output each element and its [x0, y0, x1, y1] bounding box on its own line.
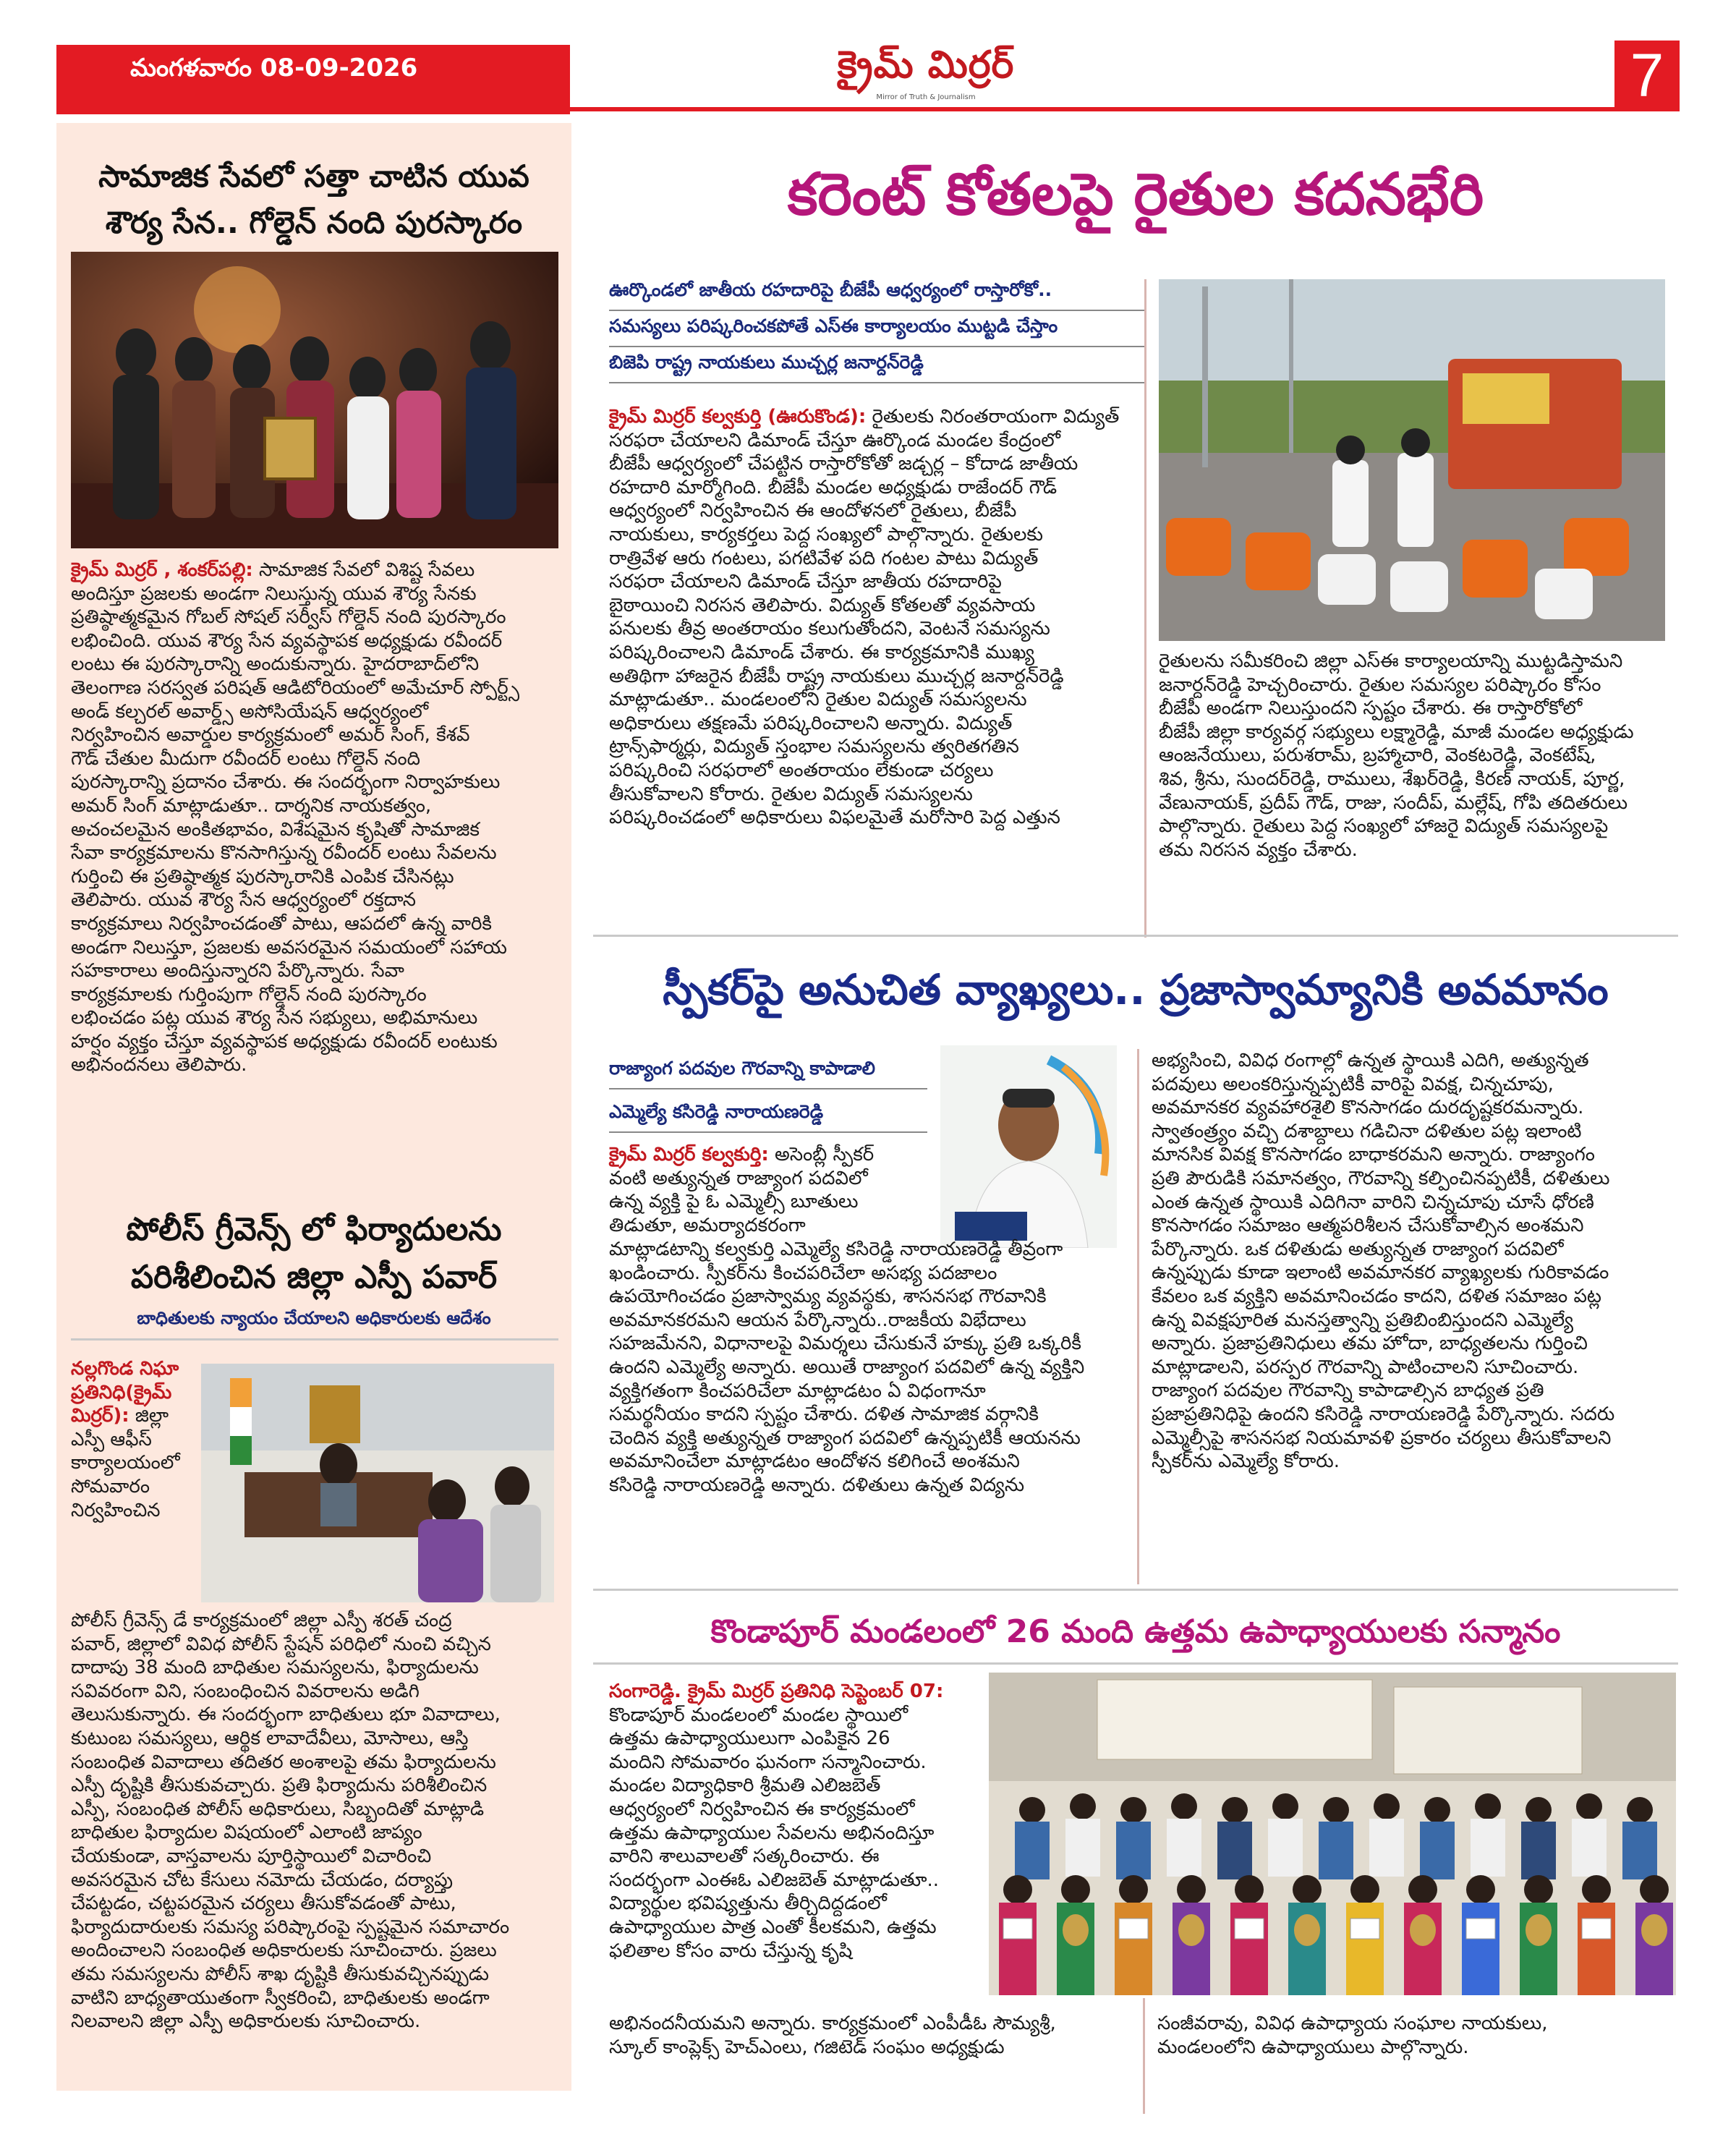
award-line: లంటు ఈ పురస్కారాన్ని అందుకున్నారు. హైదరాబాద్‌లోని [71, 653, 480, 676]
speaker-line: వ్యక్తిగతంగా కించపరిచేలా మాట్లాడటం ఏ విధంగానూ [609, 1380, 986, 1402]
speaker-line: ఉన్న వ్యక్తి పై ఓ ఎమ్మెల్సీ బూతులు [609, 1191, 859, 1213]
police-line: ఫిర్యాదుదారులకు సమస్య పరిష్కారంపై స్పష్టమైన సమాచారం [71, 1916, 510, 1938]
farmers-line: పరిష్కరించి సరఫరాలో అంతరాయం లేకుండా చర్యలు [609, 759, 994, 781]
speaker-line: కసిరెడ్డి నారాయణరెడ్డి అన్నారు. దళితులు ఉన్నత విద్యను [609, 1474, 1025, 1496]
farmers-line: రైతులకు నిరంతరాయంగా విద్యుత్ [866, 406, 1120, 428]
police-line: దాదాపు 38 మంది బాధితుల సమస్యలను, ఫిర్యాదులను [71, 1657, 479, 1679]
issue-date: మంగళవారం 08-09-2026 [130, 54, 418, 82]
speaker-line: చెందిన వ్యక్తి అత్యున్నత రాజ్యాంగ పదవిలో ఉన్నప్పటికీ ఆయనను [609, 1427, 1081, 1449]
police-line: చేపట్టడం, చట్టపరమైన చర్యలు తీసుకోవడంతో పాటు, [71, 1892, 456, 1915]
teachers-line: వారిని శాలువాలతో సత్కరించారు. ఈ [609, 1845, 880, 1868]
police-article-body [71, 1609, 558, 2034]
speaker-line: వంటి అత్యున్నత రాజ్యాంగ పదవిలో [609, 1167, 868, 1189]
teachers-line: మండలంలోని ఉపాధ్యాయులు పాల్గొన్నారు. [1157, 2036, 1469, 2058]
award-line: గౌడ్ చేతుల మీదుగా రవీందర్ లంటు గోల్డెన్ నంది [71, 747, 421, 770]
award-line: తెలంగాణ సరస్వత పరిషత్ ఆడిటోరియంలో అమేచూర్ స్పోర్ట్స్ [71, 676, 520, 699]
farmers-line: అతిథిగా హాజరైన బీజేపీ రాష్ట్ర నాయకులు ముచ్చర్ల జనార్దన్‌రెడ్డి [609, 665, 1064, 687]
teachers-line: మండల విద్యాధికారి శ్రీమతి ఎలిజబెత్ [609, 1775, 881, 1797]
farmers-line: పరిష్కరించాలని డిమాండ్ చేశారు. ఈ కార్యక్రమానికి ముఖ్య [609, 641, 1035, 663]
farmers-subhead-3: బిజెపి రాష్ట్ర నాయకులు ముచ్చర్ల జనార్దన్‌రెడ్డి [609, 352, 1144, 383]
speaker-line: అభ్యసించి, వివిధ రంగాల్లో ఉన్నత స్థాయికి ఎదిగి, అత్యున్నత [1152, 1050, 1589, 1071]
police-grievance-photo [201, 1364, 554, 1602]
award-line: హర్షం వ్యక్తం చేస్తూ వ్యవస్థాపక అధ్యక్షుడు రవీందర్ లంటుకు [71, 1030, 498, 1053]
police-line: తమ సమస్యలను పోలీస్ శాఖ దృష్టికి తీసుకువచ్చినప్పుడు [71, 1963, 489, 1985]
police-line: వాటిని బాధ్యతాయుతంగా స్వీకరించి, బాధితులకు అండగా [71, 1987, 490, 2009]
teachers-line: స్కూల్ కాంప్లెక్స్ హెచ్‌ఎంలు, గజిటెడ్ సంఘం అధ్యక్షుడు [609, 2036, 1005, 2058]
police-line: సోమవారం [71, 1475, 150, 1497]
award-line: అండ్ కల్చరల్ అవార్డ్స్ అసోసియేషన్ ఆధ్వర్యంలో [71, 700, 429, 723]
farmers-subhead-2: సమస్యలు పరిష్కరించకపోతే ఎస్ఈ కార్యాలయం ముట్టడి చేస్తాం [609, 315, 1144, 347]
award-line: సామాజిక సేవలో విశిష్ట సేవలు [252, 559, 475, 581]
farmers-line: సరఫరా చేయాలని డిమాండ్ చేస్తూ ఊర్కొండ మండల కేంద్రంలో [609, 429, 1061, 451]
speaker-line: ఎమ్మెల్సీపై శాసనసభ నియమావళి ప్రకారం చర్యలు తీసుకోవాలని [1152, 1427, 1612, 1449]
speaker-line: ఎంత ఉన్నత స్థాయికి ఎదిగినా వారిని చిన్నచూపు చూసే ధోరణి [1152, 1191, 1594, 1213]
award-line: అండగా నిలుస్తూ, ప్రజలకు అవసరమైన సమయంలో సహాయ [71, 936, 507, 959]
police-line: అవసరమైన చోట కేసులు నమోదు చేయడం, దర్యాప్తు [71, 1869, 454, 1891]
farmers-line: అధికారులు తక్షణమే పరిష్కరించాలని అన్నారు. విద్యుత్ [609, 712, 1013, 734]
teachers-line: మందిని సోమవారం ఘనంగా సన్మానించారు. [609, 1751, 927, 1773]
award-article-body [71, 558, 558, 1077]
award-line: నిర్వహించిన అవార్డుల కార్యక్రమంలో అమర్ సింగ్, కేశవ్ [71, 724, 470, 747]
award-line: అచంచలమైన అంకితభావం, విశేషమైన కృషితో సామాజిక [71, 818, 480, 841]
speaker-line: ఉన్న వివక్షపూరిత మనస్తత్వాన్ని ప్రతిబింబిస్తుందని ఎమ్మెల్యే [1152, 1309, 1574, 1331]
speaker-article-body-right [1152, 1049, 1665, 1474]
award-line: లభించింది. యువ శౌర్య సేన వ్యవస్థాపక అధ్యక్షుడు రవీందర్ [71, 629, 503, 652]
masthead-tagline: Mirror of Truth & Journalism [876, 93, 976, 101]
teachers-line: ఉత్తమ ఉపాధ్యాయుల సేవలను అభినందిస్తూ [609, 1822, 935, 1844]
speaker-line: అవమానకరమని ఆయన పేర్కొన్నారు..రాజకీయ విభేదాలు [609, 1309, 1026, 1331]
section-rule [593, 935, 1678, 937]
farmers-line: ట్రాన్స్‌ఫార్మర్లు, విద్యుత్ స్తంభాల సమస్యలను త్వరితగతిన [609, 736, 1019, 758]
speaker-line: సహజమేనని, విధానాలపై విమర్శలు చేసుకునే హక్కు ప్రతి ఒక్కరికీ [609, 1333, 1081, 1355]
award-line: పురస్కారాన్ని ప్రదానం చేశారు. ఈ సందర్భంగా నిర్వాహకులు [71, 771, 501, 794]
award-dateline: క్రైమ్ మిర్రర్ , శంకర్‌పల్లి: [71, 559, 253, 581]
teachers-line: ఉత్తమ ఉపాధ్యాయులుగా ఎంపికైన 26 [609, 1728, 890, 1750]
farmers-protest-photo [1159, 279, 1665, 641]
teachers-article-body-right [1157, 2012, 1665, 2059]
speaker-dateline: క్రైమ్ మిర్రర్ కల్వకుర్తి: [609, 1144, 769, 1165]
award-line: సహకారాలు అందిస్తున్నారని పేర్కొన్నారు. సేవా [71, 960, 404, 982]
police-line: ఎస్పీ ఆఫీస్ [71, 1428, 152, 1450]
speaker-line: కేవలం ఒక వ్యక్తిని అవమానించడం కాదని, దళిత సమాజం పట్ల [1152, 1285, 1601, 1307]
teachers-felicitation-photo [989, 1673, 1676, 1995]
speaker-line: తిడుతూ, అమర్యాదకరంగా [609, 1214, 806, 1236]
farmers-line: తీసుకోవాలని కోరారు. రైతుల విద్యుత్ సమస్యలను [609, 783, 973, 805]
teachers-line: ఉపాధ్యాయుల పాత్ర ఎంతో కీలకమని, ఉత్తమ [609, 1916, 937, 1938]
farmers-line: మాట్లాడుతూ.. మండలంలోని రైతుల విద్యుత్ సమస్యలను [609, 689, 1027, 711]
police-line: జిల్లా [129, 1405, 169, 1427]
teachers-line: విద్యార్థుల భవిష్యత్తును తీర్చిదిద్దడంలో [609, 1892, 887, 1915]
award-line: తెలిపారు. యువ శౌర్య సేన ఆధ్వర్యంలో రక్తదాన [71, 889, 417, 912]
speaker-line: రాజ్యాంగ పదవుల గౌరవాన్ని కాపాడాల్సిన బాధ్యత ప్రతి [1152, 1380, 1544, 1402]
award-line: అమర్ సింగ్ మాట్లాడుతూ.. దార్శనిక నాయకత్వం, [71, 794, 432, 817]
speaker-article-body [609, 1238, 1133, 1497]
police-dateline: ప్రతినిధి(క్రైమ్ [71, 1381, 172, 1403]
teachers-line: కొండాపూర్ మండలంలో మండల స్థాయిలో [609, 1704, 909, 1726]
police-line: తెలుసుకున్నారు. ఈ సందర్భంగా బాధితులు భూ వివాదాలు, [71, 1704, 501, 1726]
farmers-line: బీజేపీ అండగా నిలుస్తుందని స్పష్టం చేశారు. ఈ రాస్తారోకోలో [1159, 697, 1583, 720]
police-line: సవివరంగా విని, సంబంధించిన వివరాలను అడిగి [71, 1680, 420, 1702]
speaker-line: ఉపయోగించడం ప్రజాస్వామ్య వ్యవస్థకు, శాసనసభ గౌరవానికి [609, 1286, 1047, 1308]
police-line: సంబంధిత వివాదాలు తదితర అంశాలపై తమ ఫిర్యాదులను [71, 1751, 496, 1773]
farmers-subhead-1: ఊర్కొండలో జాతీయ రహదారిపై బీజేపీ ఆధ్వర్యంలో రాస్తారోకో.. [609, 279, 1144, 311]
mla-portrait-photo [940, 1045, 1117, 1248]
teachers-dateline: సంగారెడ్డి. క్రైమ్ మిర్రర్ ప్రతినిధి సెప్టెంబర్ 07: [609, 1681, 944, 1702]
police-dateline: మిర్రర్): [71, 1405, 129, 1427]
police-line: నిర్వహించిన [71, 1499, 161, 1521]
farmers-line: ఆంజనేయులు, పరుశరామ్, బ్రహ్మాచారి, వెంకటరెడ్డి, వెంకటేష్, [1159, 744, 1596, 767]
speaker-subhead-1: రాజ్యాంగ పదవుల గౌరవాన్ని కాపాడాలి [609, 1058, 927, 1089]
farmers-headline: కరెంట్ కోతలపై రైతుల కదనభేరి [787, 161, 1484, 228]
police-line: నిలవాలని జిల్లా ఎస్పీ అధికారులకు సూచించారు. [71, 2010, 421, 2033]
speaker-line: ఉందని ఎమ్మెల్యే అన్నారు. అయితే రాజ్యాంగ పదవిలో ఉన్న వ్యక్తిని [609, 1356, 1085, 1378]
farmers-line: బైఠాయించి నిరసన తెలిపారు. విద్యుత్ కోతలతో వ్యవసాయ [609, 594, 1036, 616]
section-rule [593, 1589, 1678, 1591]
speaker-line: అసెంబ్లీ స్పీకర్ [768, 1144, 875, 1165]
teachers-headline-rule [593, 1662, 1678, 1665]
speaker-line: స్వాతంత్ర్యం వచ్చి దశాబ్దాలు గడిచినా దళితుల పట్ల ఇలాంటి [1152, 1120, 1582, 1142]
farmers-line: బీజేపీ ఆధ్వర్యంలో చేపట్టిన రాస్తారోకోతో జడ్చర్ల – కోదాడ జాతీయ [609, 453, 1078, 475]
speaker-line: కొనసాగడం సమాజం ఆత్మపరిశీలన చేసుకోవాల్సిన అంశమని [1152, 1215, 1584, 1237]
teachers-article-body [609, 1680, 979, 1963]
police-line: అందించాలని సంబంధిత అధికారులకు సూచించారు. ప్రజలు [71, 1940, 497, 1962]
speaker-headline: స్పీకర్‌పై అనుచిత వ్యాఖ్యలు.. ప్రజాస్వామ్యానికి అవమానం [663, 965, 1609, 1014]
speaker-line: మాట్లాడాలని, పరస్పర గౌరవాన్ని పాటించాలని సూచించారు. [1152, 1356, 1579, 1378]
speaker-line: మానసిక వివక్ష కొనసాగడం బాధాకరమని అన్నారు. రాజ్యాంగం [1152, 1144, 1595, 1166]
farmers-line: పరిష్కరించడంలో అధికారులు విఫలమైతే మరోసారి పెద్ద ఎత్తున [609, 807, 1060, 829]
police-headline-line1: పోలీస్ గ్రీవెన్స్ లో ఫిర్యాదులను [126, 1211, 502, 1248]
page-number: 7 [1614, 41, 1680, 110]
farmers-line: రహదారి మార్మోగింది. బీజేపీ మండల అధ్యక్షుడు రాజేందర్ గౌడ్ [609, 476, 1058, 498]
farmers-line: ఆధ్వర్యంలో నిర్వహించిన ఈ ఆందోళనలో రైతులు, బీజేపీ [609, 500, 1017, 522]
police-dateline-block [71, 1357, 194, 1522]
farmers-line: సరఫరా చేయాలని డిమాండ్ చేస్తూ జాతీయ రహదారిపై [609, 571, 1002, 593]
farmers-line: బీజేపీ జిల్లా కార్యవర్గ సభ్యులు లక్ష్మారెడ్డి, మాజీ మండల అధ్యక్షుడు [1159, 721, 1634, 743]
police-line: ఎస్పీ దృష్టికి తీసుకువచ్చారు. ప్రతి ఫిర్యాదును పరిశీలించిన [71, 1775, 488, 1797]
speaker-line: ప్రజాప్రతినిధిపై ఉందని కసిరెడ్డి నారాయణరెడ్డి పేర్కొన్నారు. సదరు [1152, 1403, 1615, 1425]
award-line: అభినందనలు తెలిపారు. [71, 1054, 247, 1076]
police-line: చేయకుండా, వాస్తవాలను పూర్తిస్థాయిలో విచారించి [71, 1845, 432, 1867]
farmers-line: తమ నిరసన వ్యక్తం చేశారు. [1159, 838, 1358, 861]
teachers-headline: కొండాపూర్ మండలంలో 26 మంది ఉత్తమ ఉపాధ్యాయులకు సన్మానం [710, 1613, 1561, 1650]
police-subhead-rule [71, 1338, 558, 1341]
farmers-line: వేణునాయక్, ప్రదీప్ గౌడ్, రాజు, సందీప్, మల్లేష్, గోపి తదితరులు [1159, 791, 1628, 814]
farmers-line: రాత్రివేళ ఆరు గంటలు, పగటివేళ పది గంటల పాటు విద్యుత్ [609, 547, 1039, 569]
speaker-line: ఖండించారు. స్పీకర్‌ను కించపరిచేలా అసభ్య పదజాలం [609, 1262, 997, 1284]
police-line: కుటుంబ సమస్యలు, ఆర్థిక లావాదేవీలు, మోసాలు, ఆస్తి [71, 1727, 469, 1749]
police-headline-line2: పరిశీలించిన జిల్లా ఎస్పీ పవార్ [130, 1259, 498, 1296]
award-line: అందిస్తూ ప్రజలకు అండగా నిలుస్తున్న యువ శౌర్య సేనకు [71, 582, 477, 605]
farmers-article-body [609, 405, 1136, 830]
masthead-logo [788, 43, 1063, 109]
award-line: కార్యక్రమాలు నిర్వహించడంతో పాటు, ఆపదలో ఉన్న వారికి [71, 912, 492, 935]
farmers-line: రైతులను సమీకరించి జిల్లా ఎస్ఈ కార్యాలయాన్ని ముట్టడిస్తామని [1159, 650, 1623, 672]
speaker-line: అన్నారు. ప్రజాప్రతినిధులు తమ హోదా, బాధ్యతలను గుర్తించి [1152, 1333, 1588, 1355]
teachers-line: ఆధ్వర్యంలో నిర్వహించిన ఈ కార్యక్రమంలో [609, 1798, 915, 1820]
speaker-line: పేర్కొన్నారు. ఒక దళితుడు అత్యున్నత రాజ్యాంగ పదవిలో [1152, 1238, 1564, 1260]
award-line: సేవా కార్యక్రమాలను కొనసాగిస్తున్న రవీందర్ లంటు సేవలను [71, 842, 497, 864]
speaker-line: అవమానకర వ్యవహారశైలి కొనసాగడం దురదృష్టకరమన్నారు. [1152, 1097, 1584, 1119]
speaker-line: మాట్లాడటాన్ని కల్వకుర్తి ఎమ్మెల్యే కసిరెడ్డి నారాయణరెడ్డి తీవ్రంగా [609, 1239, 1063, 1260]
award-line: కార్యక్రమాలకు గుర్తింపుగా గోల్డెన్ నంది పురస్కారం [71, 983, 427, 1006]
award-headline-line1: సామాజిక సేవలో సత్తా చాటిన యువ [98, 158, 529, 194]
police-line: పవార్, జిల్లాలో వివిధ పోలీస్ స్టేషన్ పరిధిలో నుంచి వచ్చిన [71, 1633, 491, 1655]
award-line: గుర్తించి ఈ ప్రతిష్ఠాత్మక పురస్కారానికి ఎంపిక చేసినట్లు [71, 865, 454, 888]
teachers-article-body-bottom [609, 2012, 1137, 2059]
speaker-line: స్పీకర్‌ను ఎమ్మెల్యే కోరారు. [1152, 1450, 1340, 1473]
award-headline-line2: శౌర్య సేన.. గోల్డెన్ నంది పురస్కారం [105, 205, 523, 240]
farmers-article-body-right [1159, 650, 1665, 862]
farmers-line: నాయకులు, కార్యకర్తలు పెద్ద సంఖ్యలో పాల్గొన్నారు. రైతులకు [609, 523, 1044, 545]
police-line: ఎస్పీ, సంబంధిత పోలీస్ అధికారులు, సిబ్బందితో మాట్లాడి [71, 1798, 485, 1820]
award-line: లభించడం పట్ల యువ శౌర్య సేన సభ్యులు, అభిమానులు [71, 1007, 478, 1029]
teachers-line: ఫలితాల కోసం వారు చేస్తున్న కృషి [609, 1940, 853, 1962]
column-divider [1143, 1998, 1145, 2114]
police-line: పోలీస్ గ్రీవెన్స్ డే కార్యక్రమంలో జిల్లా ఎస్పీ శరత్ చంద్ర [71, 1610, 452, 1631]
police-dateline: నల్లగొండ నిఘా [71, 1358, 179, 1380]
farmers-line: శివ, శ్రీను, సుందర్‌రెడ్డి, రాములు, శేఖర్‌రెడ్డి, కిరణ్ నాయక్, పూర్ణ, [1159, 768, 1625, 790]
speaker-subhead-2: ఎమ్మెల్యే కసిరెడ్డి నారాయణరెడ్డి [609, 1101, 927, 1133]
police-line: కార్యాలయంలో [71, 1452, 180, 1474]
speaker-line: ప్రతి పౌరుడికి సమానత్వం, గౌరవాన్ని కల్పించినప్పటికీ, దళితులు [1152, 1167, 1610, 1189]
teachers-line: సందర్భంగా ఎంఈఓ ఎలిజబెత్ మాట్లాడుతూ.. [609, 1869, 940, 1891]
police-subhead: బాధితులకు న్యాయం చేయాలని అధికారులకు ఆదేశం [137, 1308, 491, 1328]
speaker-line: పదవులు అలంకరిస్తున్నప్పటికీ వారిపై వివక్ష, చిన్నచూపు, [1152, 1073, 1554, 1095]
speaker-line: ఉన్నప్పుడు కూడా ఇలాంటి అవమానకర వ్యాఖ్యలకు గురికావడం [1152, 1262, 1609, 1284]
column-divider [1137, 1049, 1139, 1584]
speaker-line: సమర్థనీయం కాదని స్పష్టం చేశారు. దళిత సామాజిక వర్గానికి [609, 1403, 1039, 1426]
farmers-line: పాల్గొన్నారు. రైతులు పెద్ద సంఖ్యలో హాజరై విద్యుత్ సమస్యలపై [1159, 815, 1609, 838]
award-line: ప్రతిష్ఠాత్మకమైన గోబల్ సోషల్ సర్వీస్ గోల్డెన్ నంది పురస్కారం [71, 606, 506, 629]
police-line: బాధితుల ఫిర్యాదుల విషయంలో ఎలాంటి జాప్యం [71, 1822, 422, 1844]
masthead-title: క్రైమ్ మిర్రర్ [837, 43, 1015, 87]
award-ceremony-photo [71, 252, 558, 548]
speaker-article-lead [609, 1143, 927, 1237]
teachers-line: సంజీవరావు, వివిధ ఉపాధ్యాయ సంఘాల నాయకులు, [1157, 2013, 1548, 2034]
teachers-line: అభినందనీయమని అన్నారు. కార్యక్రమంలో ఎంపీడీఓ సౌమ్యశ్రీ, [609, 2013, 1056, 2034]
farmers-line: జనార్దన్‌రెడ్డి హెచ్చరించారు. రైతుల సమస్యల పరిష్కారం కోసం [1159, 674, 1601, 696]
farmers-line: పనులకు తీవ్ర అంతరాయం కలుగుతోందని, వెంటనే సమస్యను [609, 618, 1050, 640]
speaker-line: అవమానించేలా మాట్లాడటం ఆందోళన కలిగించే అంశమని [609, 1450, 1020, 1473]
farmers-dateline: క్రైమ్ మిర్రర్ కల్వకుర్తి (ఊరుకొండ): [609, 406, 867, 428]
column-divider [1144, 279, 1146, 938]
